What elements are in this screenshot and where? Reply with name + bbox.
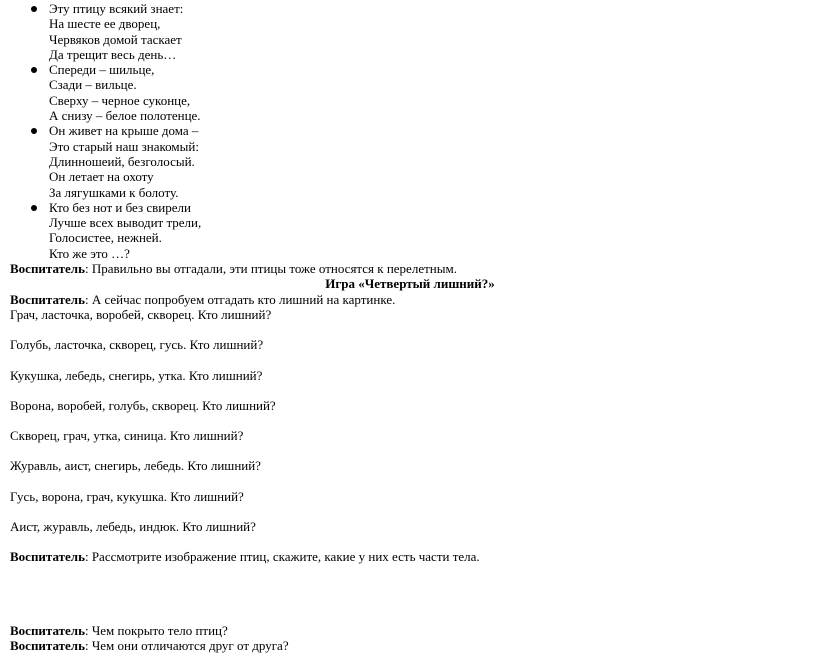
speaker-label: Воспитатель (10, 549, 85, 565)
teacher-statement (10, 638, 810, 653)
question-line: Кукушка, лебедь, снегирь, утка. Кто лишний? (10, 367, 263, 383)
teacher-statement (10, 261, 810, 276)
question-line: Аист, журавль, лебедь, индюк. Кто лишний? (10, 519, 256, 535)
riddle-item (10, 123, 810, 199)
question-line: Голубь, ласточка, скворец, гусь. Кто лишний? (10, 337, 264, 353)
document-page (10, 1, 810, 653)
riddle-line: Кто же это …? (49, 245, 130, 261)
riddle-line: За лягушками к болоту. (49, 184, 179, 200)
riddle-line: Эту птицу всякий знает: (49, 1, 184, 16)
question-line: Скворец, грач, утка, синица. Кто лишний? (10, 428, 244, 444)
question-line: Журавль, аист, снегирь, лебедь. Кто лишний? (10, 458, 261, 474)
statement-text: : Правильно вы отгадали, эти птицы тоже относятся к перелетным. (84, 261, 457, 277)
riddle-line: Голосистее, нежней. (49, 230, 162, 246)
riddle-line: Он живет на крыше дома – (49, 123, 199, 139)
riddle-line: На шесте ее дворец, (49, 16, 161, 32)
riddle-line: Сзади – вильце. (49, 77, 137, 93)
question-line: Грач, ласточка, воробей, скворец. Кто лишний? (10, 306, 272, 322)
riddle-line: Спереди – шильце, (49, 62, 155, 78)
statement-text: : Чем они отличаются друг от друга? (84, 637, 289, 653)
riddle-line: А снизу – белое полотенце. (49, 108, 201, 124)
statement-text: : А сейчас попробуем отгадать кто лишний на картинке. (84, 291, 396, 307)
statement-text: : Чем покрыто тело птиц? (84, 622, 228, 638)
speaker-label: Воспитатель (10, 291, 85, 307)
teacher-statement (10, 549, 810, 564)
riddle-list (10, 1, 810, 261)
question-line: Ворона, воробей, голубь, скворец. Кто лишний? (10, 397, 276, 413)
riddle-item (10, 62, 810, 123)
riddle-line: Сверху – черное суконце, (49, 92, 191, 108)
teacher-statement (10, 623, 810, 638)
speaker-label: Воспитатель (10, 637, 85, 653)
riddle-line: Кто без нот и без свирели (49, 199, 191, 215)
speaker-label: Воспитатель (10, 622, 85, 638)
riddle-line: Лучше всех выводит трели, (49, 215, 202, 231)
riddle-line: Это старый наш знакомый: (49, 138, 199, 154)
game-title: Игра «Четвертый лишний?» (325, 276, 495, 292)
bullet-icon (31, 67, 37, 73)
teacher-statement (10, 292, 810, 307)
bullet-icon (31, 6, 37, 12)
riddle-line: Да трещит весь день… (49, 46, 177, 62)
riddle-item (10, 200, 810, 261)
riddle-line: Червяков домой таскает (49, 31, 182, 47)
bullet-icon (31, 128, 37, 134)
riddle-line: Длинношеий, безголосый. (49, 153, 195, 169)
statement-text: : Рассмотрите изображение птиц, скажите, какие у них есть части тела. (84, 549, 480, 565)
riddle-line: Он летает на охоту (49, 169, 154, 185)
speaker-label: Воспитатель (10, 261, 85, 277)
question-line: Гусь, ворона, грач, кукушка. Кто лишний? (10, 488, 244, 504)
riddle-item (10, 1, 810, 62)
bullet-icon (31, 205, 37, 211)
